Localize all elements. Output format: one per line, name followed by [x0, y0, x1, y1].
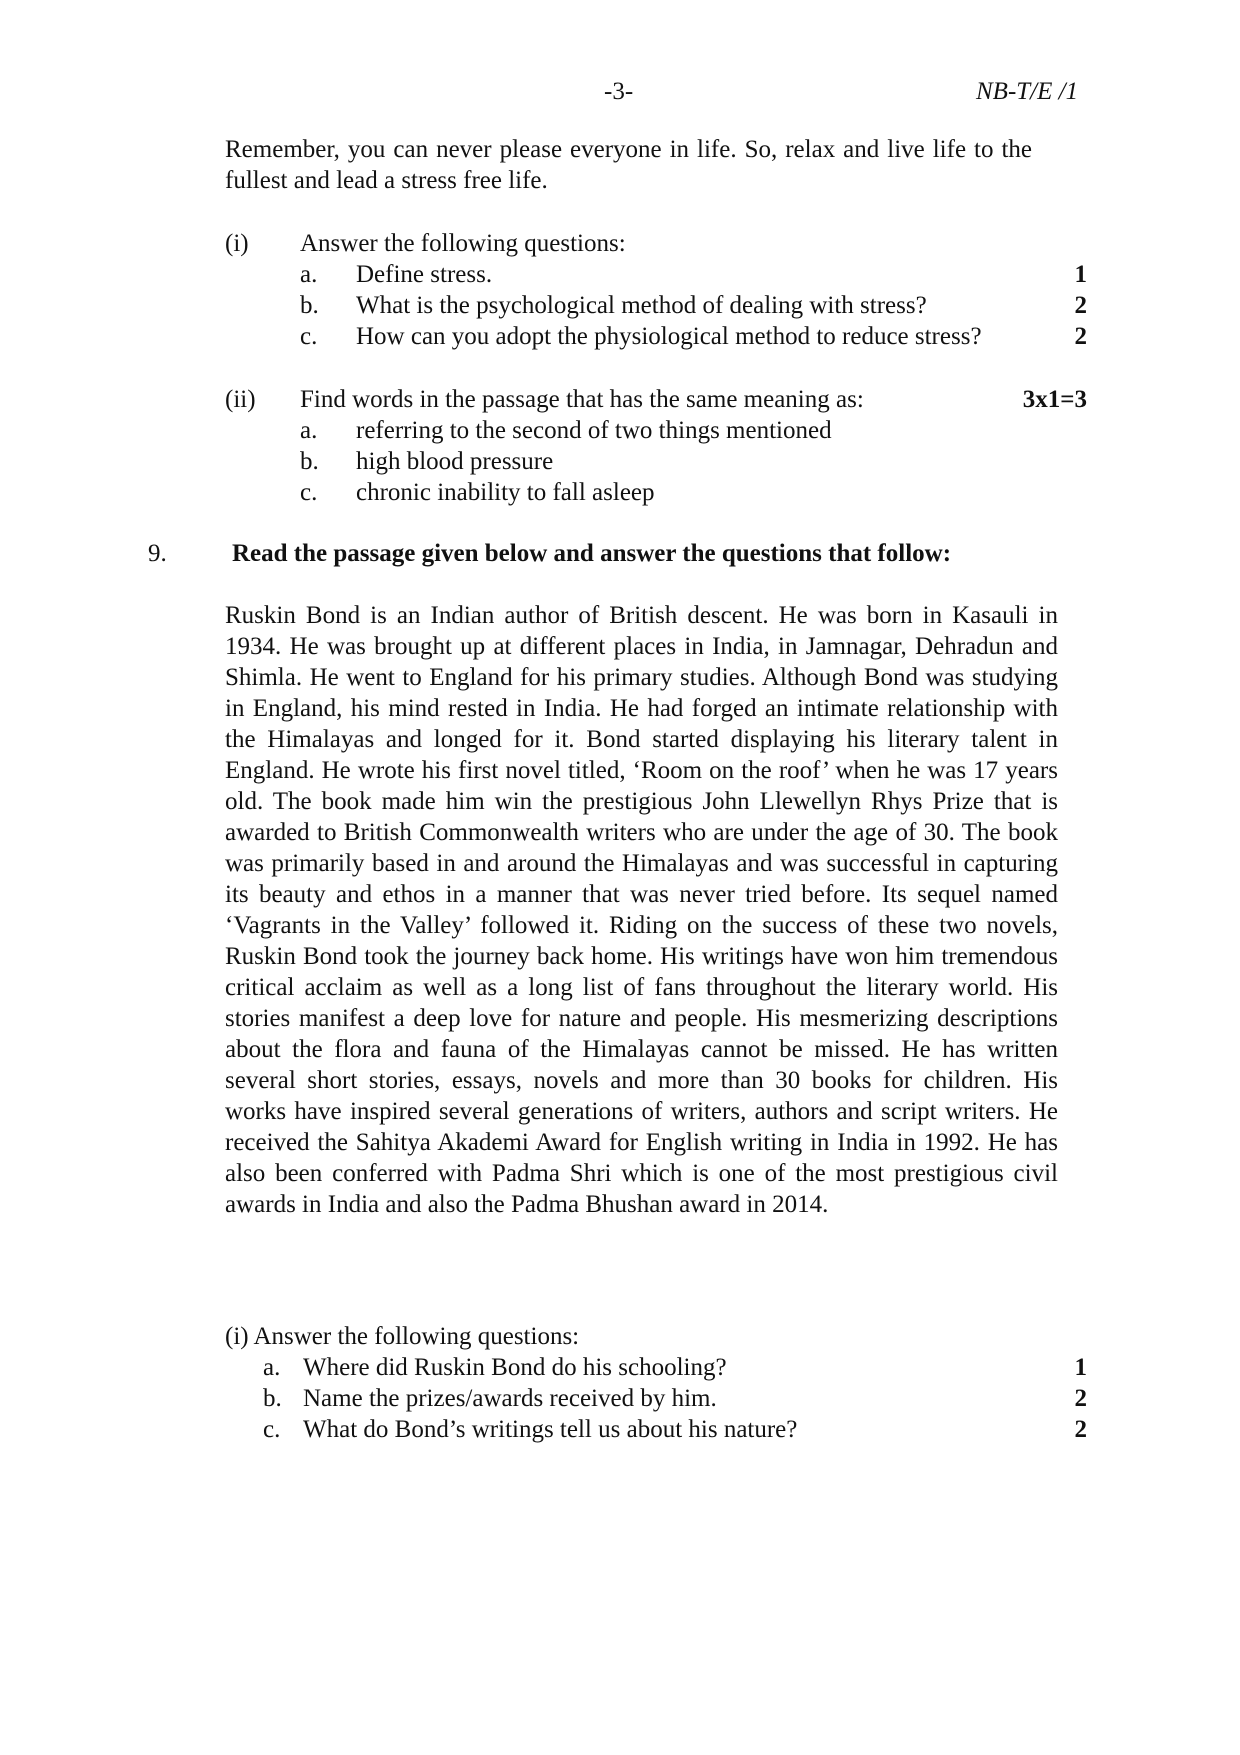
page-number: -3- — [604, 78, 634, 105]
item-letter: c. — [300, 323, 318, 350]
part-i-heading: Answer the following questions: — [300, 230, 626, 257]
item-text: referring to the second of two things mentioned — [356, 417, 832, 444]
item-marks: 1 — [1074, 1354, 1087, 1381]
part-ii-heading: Find words in the passage that has the same meaning as: — [300, 386, 864, 413]
item-letter: a. — [300, 261, 318, 288]
part-ii-label: (ii) — [225, 386, 256, 413]
intro-paragraph — [225, 134, 1032, 196]
intro-paragraph-text: Remember, you can never please everyone in life. So, relax and live life to the fullest and lead a stress free life. — [225, 136, 1032, 194]
paper-code: NB-T/E /1 — [976, 78, 1079, 105]
item-text: chronic inability to fall asleep — [356, 479, 655, 506]
item-text: What is the psychological method of dealing with stress? — [356, 292, 927, 319]
item-letter: a. — [300, 417, 318, 444]
item-text: What do Bond’s writings tell us about his nature? — [303, 1416, 798, 1443]
item-letter: a. — [263, 1354, 281, 1381]
question-heading: Read the passage given below and answer the questions that follow: — [232, 540, 952, 567]
item-text: How can you adopt the physiological method to reduce stress? — [356, 323, 982, 350]
item-letter: c. — [263, 1416, 281, 1443]
item-text: Where did Ruskin Bond do his schooling? — [303, 1354, 727, 1381]
question-number: 9. — [148, 540, 167, 567]
item-letter: b. — [263, 1385, 282, 1412]
part-ii-marks: 3x1=3 — [1022, 386, 1087, 413]
item-marks: 2 — [1074, 323, 1087, 350]
item-marks: 2 — [1074, 1385, 1087, 1412]
item-text: high blood pressure — [356, 448, 554, 475]
item-letter: c. — [300, 479, 318, 506]
part-i-label: (i) — [225, 230, 249, 257]
passage — [225, 600, 1058, 1220]
item-text: Name the prizes/awards received by him. — [303, 1385, 717, 1412]
item-marks: 2 — [1074, 292, 1087, 319]
item-letter: b. — [300, 292, 319, 319]
item-marks: 2 — [1074, 1416, 1087, 1443]
item-letter: b. — [300, 448, 319, 475]
q9-part-i-heading: (i) Answer the following questions: — [225, 1323, 580, 1350]
passage-text: Ruskin Bond is an Indian author of British descent. He was born in Kasauli in 1934. He was brought up at different places in India, in Jamnagar, Dehradun and Shimla. He went to England for his primary studies. Although Bond was studying in England, his mind rested in India. He had forged an intimate relationship with the Himalayas and longed for it. Bond started displaying his literary talent in England. He wrote his first novel titled, ‘Room on the roof’ when he was 17 years old. The book made him win the prestigious John Llewellyn Rhys Prize that is awarded to British Commonwealth writers who are under the age of 30. The book was primarily based in and around the Himalayas and was successful in capturing its beauty and ethos in a manner that was never tried before. Its sequel named ‘Vagrants in the Valley’ followed it. Riding on the success of these two novels, Ruskin Bond took the journey back home. His writings have won him tremendous critical acclaim as well as a long list of fans throughout the literary world. His stories manifest a deep love for nature and people. His mesmerizing descriptions about the flora and fauna of the Himalayas cannot be missed. He has written several short stories, essays, novels and more than 30 books for children. His works have inspired several generations of writers, authors and script writers. He received the Sahitya Akademi Award for English writing in India in 1992. He has also been conferred with Padma Shri which is one of the most prestigious civil awards in India and also the Padma Bhushan award in 2014. — [225, 602, 1058, 1218]
item-marks: 1 — [1074, 261, 1087, 288]
item-text: Define stress. — [356, 261, 493, 288]
